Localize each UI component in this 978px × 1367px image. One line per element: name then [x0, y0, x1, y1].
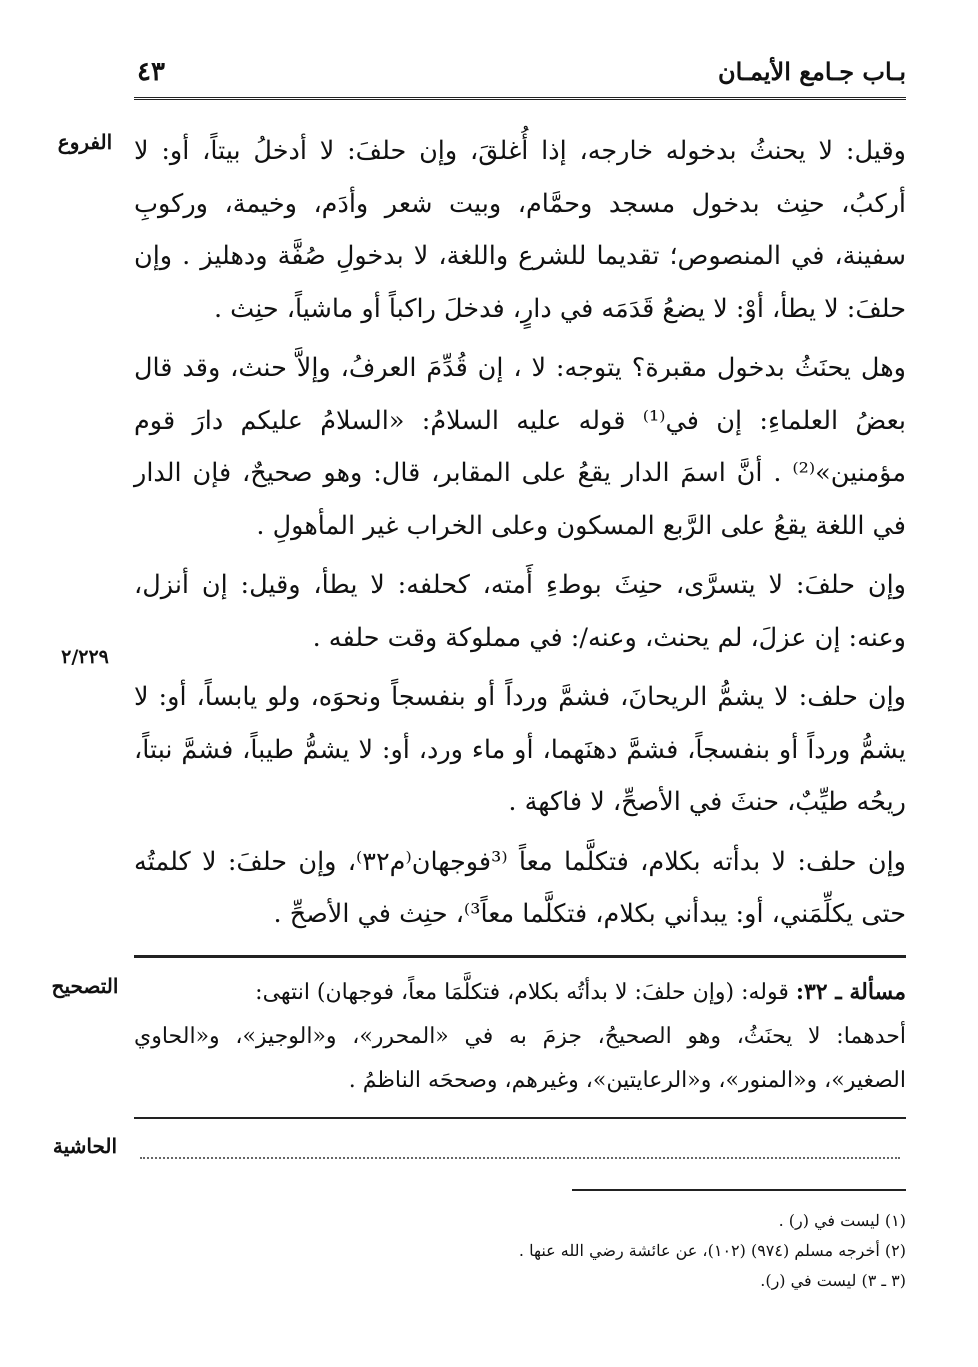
section-divider [134, 1117, 906, 1119]
margin-label-tashih: التصحيح [51, 974, 119, 998]
footnote: (١) ليست في (ر) . [778, 1211, 906, 1230]
footnote: (٢) أخرجه مسلم (٩٧٤) (١٠٢)، عن عائشة رضي الله عنها . [518, 1241, 906, 1260]
margin-page-reference: ٢/٢٢٩ [61, 646, 109, 668]
margin-label-furu: الفروع [57, 130, 113, 154]
header-rule [134, 97, 906, 100]
paragraph: وإن حلف: لا بدأته بكلام، فتكلَّما معاً ⁽³فوجهان⁽م٣٢⁾، وإن حلفَ: لا كلمتُه حتى يكلِّمَني، أو: يبدأني بكلام، فتكلَّما معاً³⁾، حنِث في الأصحِّ . [134, 846, 906, 929]
issue-heading: مسألة ـ ٣٢: [795, 979, 906, 1005]
margin-label-hashiya: الحاشية [52, 1134, 118, 1158]
tashih-section [134, 970, 906, 1103]
paragraph: وإن حلفَ: لا يتسرَّى، حنِثَ بوطءِ أَمته، كحلفه: لا يطأ، وقيل: إن أنزل، وعنه: إن عزلَ، لم يحنث، وعنه/: في مملوكة وقت حلفه . [134, 570, 906, 653]
paragraph: وإن حلف: لا يشمُّ الريحانَ، فشمَّ ورداً أو بنفسجاً ونحوَه، ولو يابساً، أو: لا يشمُّ ورداً أو بنفسجاً، فشمَّ دهنَهما، أو ماء ورد، أو: لا يشمُّ طيباً، فشمَّ نبتاً، ريحُه طيِّبٌ، حنثَ في الأصحِّ، لا فاكهة . [134, 682, 906, 817]
footnote: (٣ ـ ٣) ليست في (ر). [760, 1271, 906, 1290]
paragraph: وهل يحنَثُ بدخول مقبرة؟ يتوجه: لا ، إن قُدِّمَ العرفُ، وإلاَّ حنث، وقد قال بعضُ العلماءِ: إن في⁽¹⁾ قوله عليه السلامُ: «السلامُ عليكم دارَ قوم مؤمنين»⁽²⁾ . أنَّ اسمَ الدار يقعُ على المقابر، قال: وهو صحيحٌ، فإن الدار في اللغة يقعُ على الرَّبع المسكون وعلى الخراب غير المأهولِ . [134, 353, 906, 541]
footnotes [134, 1206, 906, 1296]
tashih-paragraph: أحدهما: لا يحنَثُ، وهو الصحيحُ، جزمَ به في «المحرر»، و«الوجيز»، و«الحاوي الصغير»، و«المنور»، و«الرعايتين»، وغيرهم، وصححَه الناظمُ . [134, 1024, 906, 1093]
main-text [134, 125, 906, 941]
section-divider [134, 955, 906, 958]
hashiya-dotted-line [140, 1157, 900, 1159]
page-number: ٤٣ [137, 57, 165, 87]
chapter-title: بـاب جـامع الأيمـان [717, 57, 906, 86]
footnote-rule [572, 1189, 906, 1191]
tashih-paragraph [134, 970, 906, 1015]
paragraph: وقيل: لا يحنثُ بدخوله خارجه، إذا أُغلقَ، وإن حلفَ: لا أدخلُ بيتاً، أو: لا أركبُ، حنِث بدخول مسجد وحمَّام، وبيت شعر وأدَم، وخيمة، وركوبِ سفينة، في المنصوص؛ تقديما للشرع واللغة، لا بدخولِ صُفَّة ودهليز . وإن حلفَ: لا يطأ، أوْ: لا يضعُ قَدَمَه في دارٍ، فدخلَ راكباً أو ماشياً، حنِث . [134, 136, 906, 324]
tashih-quote: قوله: (وإن حلفَ: لا بدأتُه بكلام، فتكلَّمَا معاً، فوجهان) انتهى: [255, 980, 796, 1005]
